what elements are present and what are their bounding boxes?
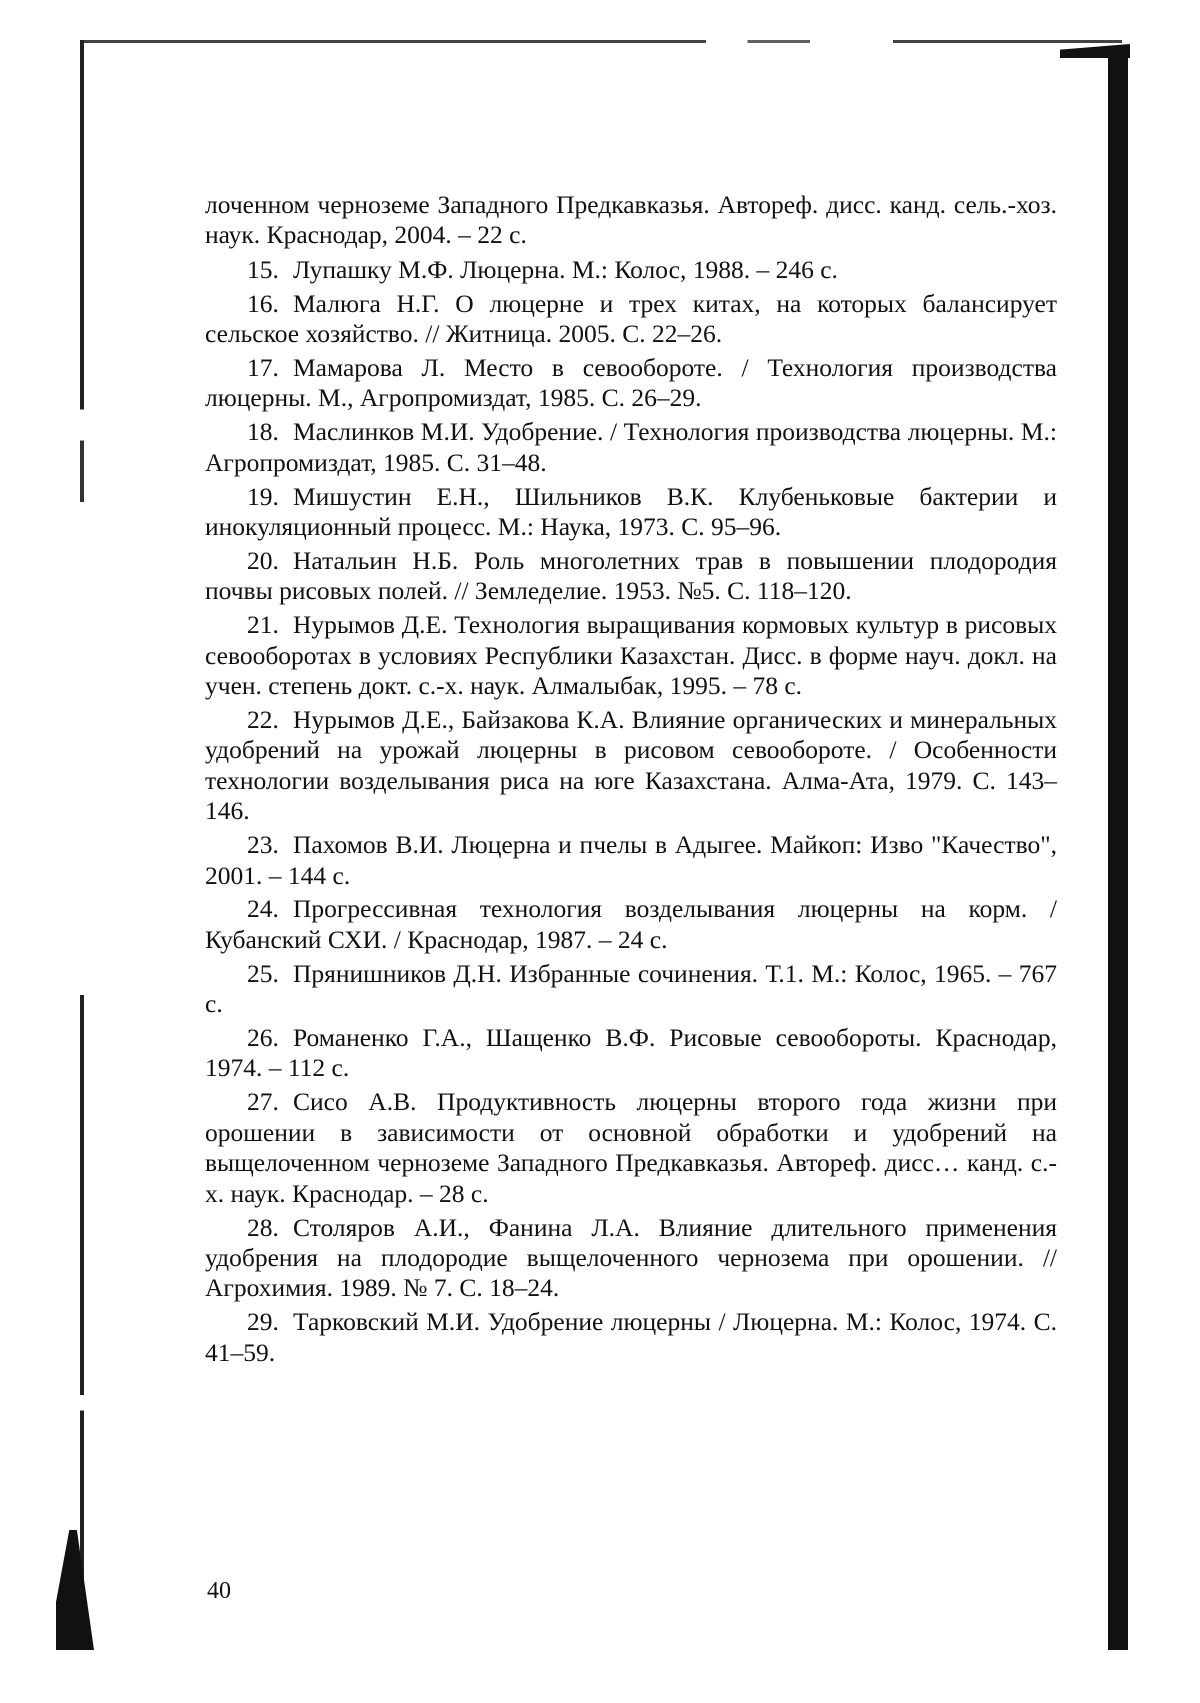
reference-item: [205, 546, 1057, 607]
reference-number: 21.: [247, 610, 279, 640]
reference-number: 28.: [247, 1212, 279, 1242]
scan-edge-left-bottom: [56, 1530, 94, 1650]
reference-text: Прянишников Д.Н. Избранные сочинения. Т.1. М.: Колос, 1965. – 767 с.: [205, 958, 1057, 1019]
reference-item: [205, 894, 1057, 955]
reference-text: Пахомов В.И. Люцерна и пчелы в Адыгее. Майкоп: Изво "Качество", 2001. – 144 с.: [205, 830, 1057, 890]
reference-number: 18.: [247, 417, 279, 447]
reference-number: 26.: [247, 1023, 279, 1053]
reference-number: 25.: [247, 958, 279, 988]
scan-edge-top: [82, 40, 1122, 43]
reference-text: Лупашку М.Ф. Люцерна. М.: Колос, 1988. – 246 с.: [293, 254, 838, 284]
reference-number: 29.: [247, 1307, 279, 1337]
reference-text: Нурымов Д.Е. Технология выращивания кормовых культур в рисовых севооборотах в условиях Республики Казахстан. Дисс. в форме науч. докл. на учен. степень докт. с.-х. наук. Алмалыбак, 1995. – 78 с.: [205, 610, 1057, 701]
scan-edge-right: [1108, 52, 1128, 1650]
reference-number: 27.: [247, 1087, 279, 1117]
reference-text: Мишустин Е.Н., Шильников В.К. Клубеньковые бактерии и инокуляционный процесс. М.: Наука, 1973. С. 95–96.: [205, 481, 1057, 542]
reference-number: 15.: [247, 254, 279, 284]
reference-number: 16.: [247, 288, 279, 318]
reference-text: Маслинков М.И. Удобрение. / Технология производства люцерны. М.: Агропромиздат, 1985. С. 31–48.: [205, 417, 1057, 477]
reference-text: Нурымов Д.Е., Байзакова К.А. Влияние органических и минеральных удобрений на урожай люцерны в рисовом севообороте. / Особенности технологии возделывания риса на юге Казахстана. Алма-Ата, 1979. С. 143–146.: [205, 705, 1057, 826]
reference-text: Мамарова Л. Место в севообороте. / Технология производства люцерны. М., Агропромиздат, 1985. С. 26–29.: [205, 353, 1057, 413]
reference-item: [205, 289, 1057, 350]
scan-edge-right-top: [1060, 44, 1130, 58]
reference-number: 23.: [247, 830, 279, 860]
reference-item: [205, 482, 1057, 543]
reference-number: 19.: [247, 481, 279, 511]
reference-text: Натальин Н.Б. Роль многолетних трав в повышении плодородия почвы рисовых полей. // Земледелие. 1953. №5. С. 118–120.: [205, 545, 1057, 606]
reference-item: [205, 1213, 1057, 1304]
reference-item: [205, 1307, 1057, 1368]
page-number: 40: [207, 1578, 231, 1604]
reference-text: Сисо А.В. Продуктивность люцерны второго года жизни при орошении в зависимости от основной обработки и удобрений на выщелоченном черноземе Западного Предкавказья. Автореф. дисс… канд. с.-х. наук. Краснодар. – 28 с.: [205, 1087, 1057, 1208]
reference-text: Тарковский М.И. Удобрение люцерны / Люцерна. М.: Колос, 1974. С. 41–59.: [205, 1307, 1057, 1367]
reference-item: [205, 610, 1057, 701]
reference-item: [205, 417, 1057, 478]
reference-item: [205, 255, 1057, 285]
reference-text: Прогрессивная технология возделывания люцерны на корм. / Кубанский СХИ. / Краснодар, 1987. – 24 с.: [205, 894, 1057, 954]
reference-continuation: лоченном черноземе Западного Предкавказья. Автореф. дисс. канд. сель.-хоз. наук. Краснодар, 2004. – 22 с.: [205, 190, 1057, 250]
reference-number: 20.: [247, 545, 279, 575]
reference-number: 22.: [247, 705, 279, 734]
reference-item: [205, 705, 1057, 827]
reference-list: [205, 190, 1057, 1372]
reference-item: [205, 1087, 1057, 1209]
reference-text: Малюга Н.Г. О люцерне и трех китах, на которых балансирует сельское хозяйство. // Житница. 2005. С. 22–26.: [205, 288, 1057, 349]
reference-text: Столяров А.И., Фанина Л.А. Влияние длительного применения удобрения на плодородие выщелоченного чернозема при орошении. // Агрохимия. 1989. № 7. С. 18–24.: [205, 1212, 1057, 1303]
reference-number: 17.: [247, 353, 279, 383]
reference-item: [205, 959, 1057, 1020]
reference-item: [205, 353, 1057, 414]
reference-text: Романенко Г.А., Шащенко В.Ф. Рисовые севообороты. Краснодар, 1974. – 112 с.: [205, 1023, 1057, 1083]
reference-number: 24.: [247, 894, 279, 924]
reference-item: [205, 1023, 1057, 1084]
reference-item: [205, 830, 1057, 891]
scan-edge-left: [80, 40, 84, 1580]
